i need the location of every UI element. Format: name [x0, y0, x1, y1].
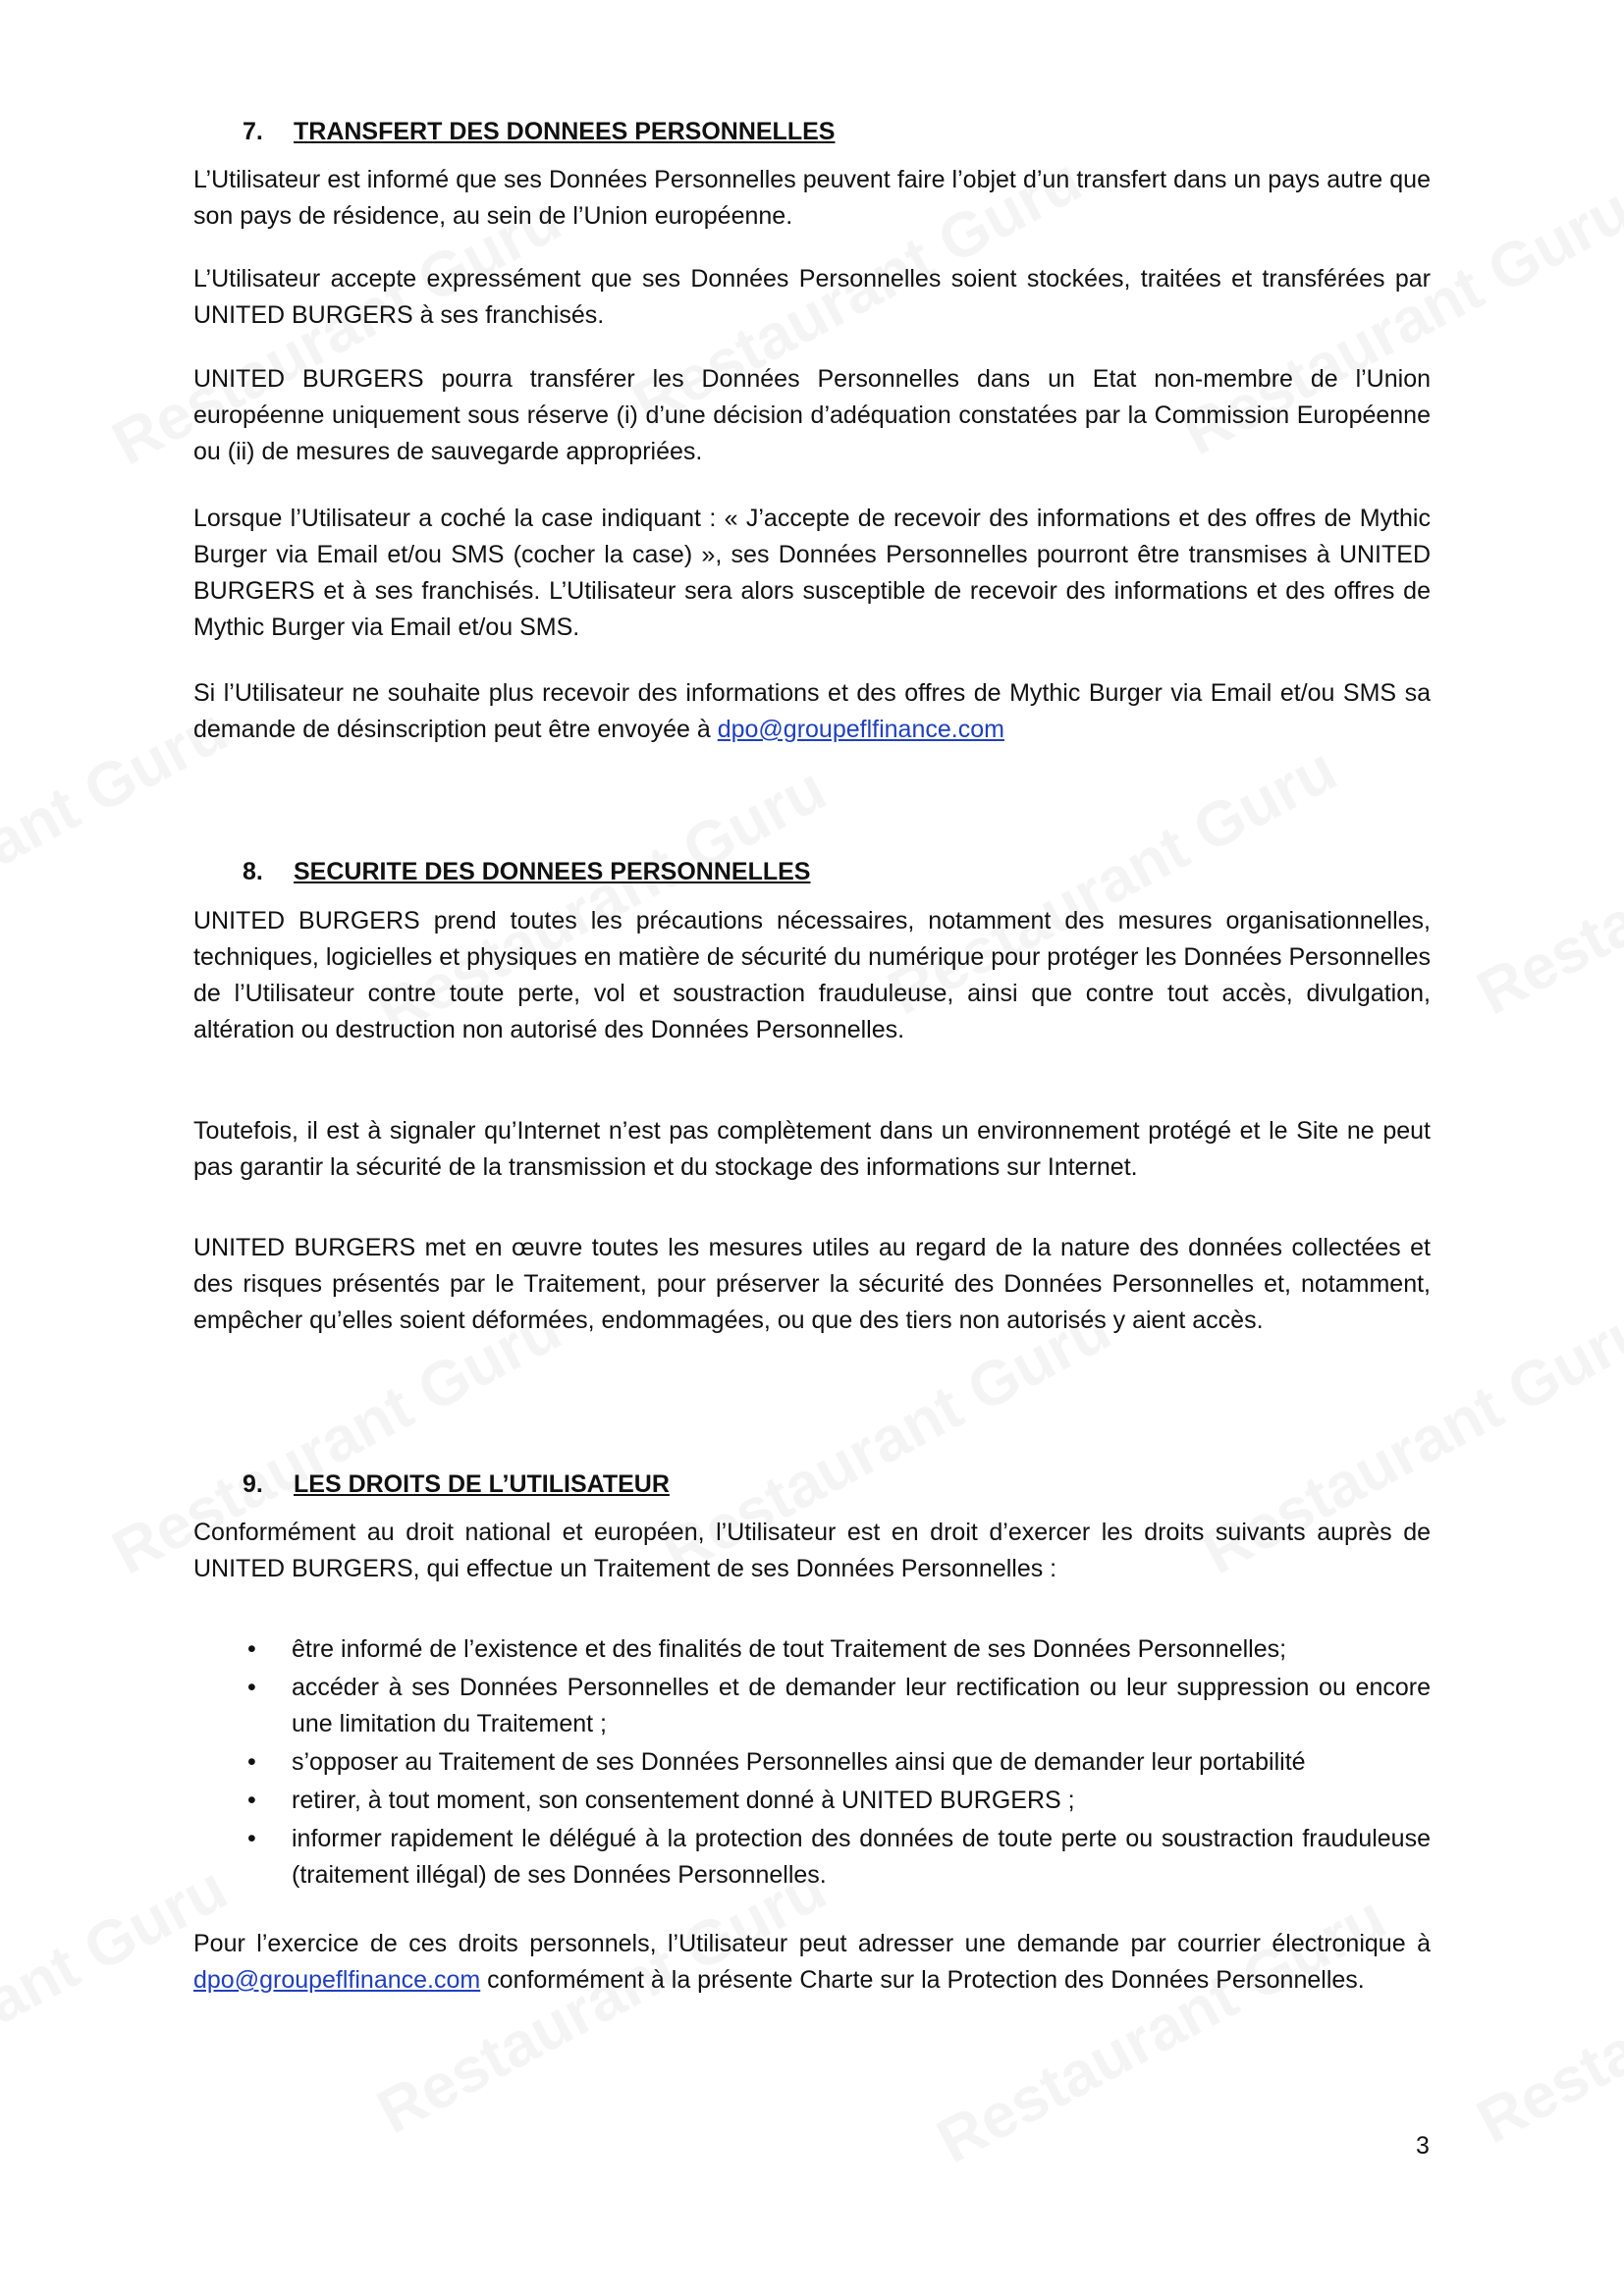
- paragraph: Lorsque l’Utilisateur a coché la case indiquant : « J’accepte de recevoir des informations et des offres de Mythic Burger via Email et/ou SMS (cocher la case) », ses Données Personnelles pourront être transmises à UNITED BURGERS et à ses franchisés. L’Utilisateur sera alors susceptible de recevoir des informations et des offres de Mythic Burger via Email et/ou SMS.: [193, 505, 1431, 641]
- list-item: [193, 1744, 1431, 1781]
- paragraph: [193, 1926, 1431, 1999]
- bullet: •: [247, 1787, 256, 1814]
- watermark: [1465, 1861, 1624, 2158]
- section-number: 8.: [243, 858, 263, 885]
- section-heading: [243, 858, 810, 886]
- dpo-email-link[interactable]: dpo@groupeflfinance.com: [717, 716, 1004, 743]
- paragraph: L’Utilisateur accepte expressément que ses Données Personnelles soient stockées, traitées et transférées par UNITED BURGERS à ses franchisés.: [193, 265, 1431, 329]
- list-item-text: être informé de l’existence et des finalités de tout Traitement de ses Données Personnelles;: [292, 1635, 1287, 1663]
- list-item: [193, 1631, 1431, 1668]
- list-item-text: informer rapidement le délégué à la protection des données de toute perte ou soustraction frauduleuse (traitement illégal) de ses Données Personnelles.: [292, 1825, 1431, 1889]
- section-title: SECURITE DES DONNEES PERSONNELLES: [294, 858, 811, 885]
- section-heading: [243, 1470, 670, 1499]
- list-item: [193, 1821, 1431, 1894]
- bullet: •: [247, 1674, 256, 1701]
- section-title: TRANSFERT DES DONNEES PERSONNELLES: [294, 118, 836, 145]
- dpo-email-link[interactable]: dpo@groupeflfinance.com: [193, 1966, 481, 1994]
- paragraph-text: Si l’Utilisateur ne souhaite plus recevoir des informations et des offres de Mythic Burger via Email et/ou SMS sa demande de désinscription peut être envoyée à: [193, 679, 1431, 743]
- bullet: •: [247, 1825, 256, 1852]
- section-number: 9.: [243, 1470, 263, 1498]
- section-number: 7.: [243, 118, 263, 145]
- section-heading: [243, 118, 835, 146]
- section-title: LES DROITS DE L’UTILISATEUR: [294, 1470, 670, 1498]
- list-item-text: accéder à ses Données Personnelles et de demander leur rectification ou leur suppression ou encore une limitation du Traitement ;: [292, 1674, 1431, 1737]
- paragraph: Toutefois, il est à signaler qu’Internet n’est pas complètement dans un environnement protégé et le Site ne peut pas garantir la sécurité de la transmission et du stockage des informations sur Internet.: [193, 1117, 1431, 1181]
- page-number: 3: [1416, 2132, 1430, 2160]
- paragraph: UNITED BURGERS met en œuvre toutes les mesures utiles au regard de la nature des données collectées et des risques présentés par le Traitement, pour préserver la sécurité des Données Personnelles et, notamment, empêcher qu’elles soient déformées, endommagées, ou que des tiers non autorisés y aient accès.: [193, 1234, 1431, 1334]
- paragraph: UNITED BURGERS prend toutes les précautions nécessaires, notamment des mesures organisationnelles, techniques, logicielles et physiques en matière de sécurité du numérique pour protéger les Données Personnelles de l’Utilisateur contre toute perte, vol et soustraction frauduleuse, ainsi que contre tout accès, divulgation, altération ou destruction non autorisé des Données Personnelles.: [193, 907, 1431, 1043]
- paragraph: L’Utilisateur est informé que ses Données Personnelles peuvent faire l’objet d’un transfert dans un pays autre que son pays de résidence, au sein de l’Union européenne.: [193, 166, 1431, 230]
- list-item-text: retirer, à tout moment, son consentement donné à UNITED BURGERS ;: [292, 1787, 1075, 1814]
- bullet: •: [247, 1748, 256, 1776]
- paragraph: UNITED BURGERS pourra transférer les Données Personnelles dans un Etat non-membre de l’Union européenne uniquement sous réserve (i) d’une décision d’adéquation constatées par la Commission Européenne ou (ii) de mesures de sauvegarde appropriées.: [193, 365, 1431, 465]
- watermark: [365, 1851, 838, 2148]
- list-item: [193, 1670, 1431, 1742]
- list-item: [193, 1783, 1431, 1819]
- list-item-text: s’opposer au Traitement de ses Données Personnelles ainsi que de demander leur portabilité: [292, 1748, 1306, 1776]
- paragraph-text: Pour l’exercice de ces droits personnels, l’Utilisateur peut adresser une demande par courrier électronique à: [193, 1930, 1431, 1957]
- paragraph: Conformément au droit national et européen, l’Utilisateur est en droit d’exercer les droits suivants auprès de UNITED BURGERS, qui effectue un Traitement de ses Données Personnelles :: [193, 1519, 1431, 1582]
- watermark: [1465, 732, 1624, 1029]
- watermark: [0, 1851, 239, 2148]
- paragraph: [193, 675, 1431, 748]
- paragraph-text: conformément à la présente Charte sur la Protection des Données Personnelles.: [480, 1966, 1365, 1994]
- bullet: •: [247, 1635, 256, 1663]
- rights-list: [193, 1631, 1431, 1896]
